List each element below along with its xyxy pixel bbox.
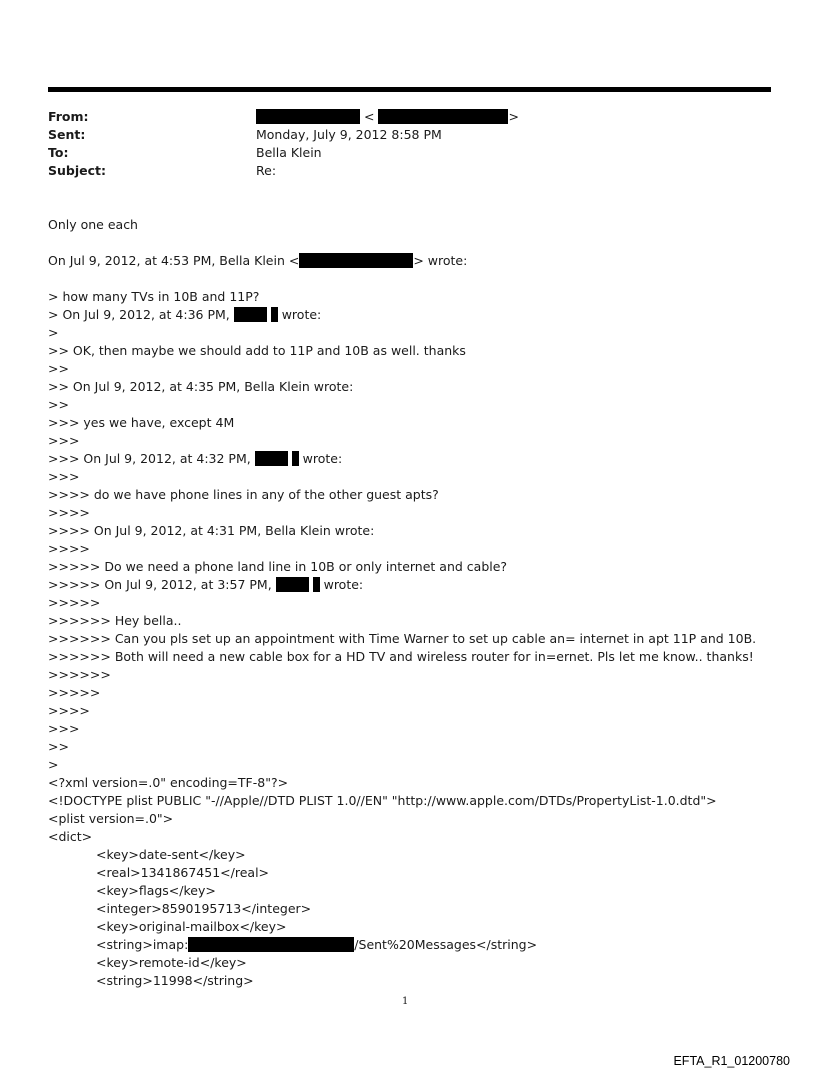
body-line: >> bbox=[48, 397, 69, 412]
body-line: >> OK, then maybe we should add to 11P and 10B as well. thanks bbox=[48, 343, 466, 358]
body-line: >>>>> Do we need a phone land line in 10B or only internet and cable? bbox=[48, 559, 508, 574]
body-line: <key>remote-id</key> bbox=[96, 955, 247, 970]
redaction-box bbox=[292, 451, 299, 466]
to-value: Bella Klein bbox=[256, 145, 322, 160]
body-line: >>>>>> Hey bella.. bbox=[48, 613, 182, 628]
body-line: > how many TVs in 10B and 11P? bbox=[48, 289, 260, 304]
body-line: >>>> On Jul 9, 2012, at 4:31 PM, Bella Klein wrote: bbox=[48, 523, 375, 538]
redaction-box bbox=[276, 577, 309, 592]
body-line: Only one each bbox=[48, 217, 138, 232]
body-line: >>> bbox=[48, 433, 80, 448]
redaction-box bbox=[271, 307, 278, 322]
redaction-box bbox=[234, 307, 267, 322]
redaction-box bbox=[299, 253, 413, 268]
body-line: <string>imap: /Sent%20Messages</string> bbox=[96, 937, 538, 952]
body-line: > bbox=[48, 325, 59, 340]
body-line: <plist version=.0"> bbox=[48, 811, 174, 826]
body-line: >>>> bbox=[48, 541, 90, 556]
document-id: EFTA_R1_01200780 bbox=[673, 1054, 790, 1068]
body-line: >> bbox=[48, 361, 69, 376]
body-line: >>>>> On Jul 9, 2012, at 3:57 PM, wrote: bbox=[48, 577, 364, 592]
body-line: >>>>> bbox=[48, 685, 101, 700]
body-line: >>>> bbox=[48, 703, 90, 718]
body-line: >>>>> bbox=[48, 595, 101, 610]
from-value: < > bbox=[256, 108, 519, 126]
body-line: >> On Jul 9, 2012, at 4:35 PM, Bella Klein wrote: bbox=[48, 379, 354, 394]
redaction-box bbox=[313, 577, 320, 592]
body-line: >>> bbox=[48, 469, 80, 484]
redaction-box bbox=[378, 109, 508, 124]
body-line: <dict> bbox=[48, 829, 93, 844]
body-line: >>> yes we have, except 4M bbox=[48, 415, 235, 430]
body-line: > bbox=[48, 757, 59, 772]
body-line: <key>date-sent</key> bbox=[96, 847, 246, 862]
body-line: <?xml version=.0" encoding=TF-8"?> bbox=[48, 775, 289, 790]
body-line: >>>>>> bbox=[48, 667, 111, 682]
subject-value: Re: bbox=[256, 163, 277, 178]
body-line: <key>original-mailbox</key> bbox=[96, 919, 287, 934]
sent-value: Monday, July 9, 2012 8:58 PM bbox=[256, 127, 442, 142]
body-line: <real>1341867451</real> bbox=[96, 865, 270, 880]
body-line: >>>> bbox=[48, 505, 90, 520]
body-line: <key>flags</key> bbox=[96, 883, 216, 898]
redaction-box bbox=[256, 109, 360, 124]
body-line: <integer>8590195713</integer> bbox=[96, 901, 312, 916]
to-label: To: bbox=[48, 145, 69, 160]
redaction-box bbox=[188, 937, 354, 952]
body-line: >>>>>> Both will need a new cable box for a HD TV and wireless router for in=ernet. Pls let me know.. thanks! bbox=[48, 649, 754, 664]
body-line: >>> bbox=[48, 721, 80, 736]
sent-label: Sent: bbox=[48, 127, 86, 142]
page-number: 1 bbox=[402, 996, 409, 1007]
body-line: >>>>>> Can you pls set up an appointment with Time Warner to set up cable an= internet in apt 11P and 10B. bbox=[48, 631, 757, 646]
body-line: >> bbox=[48, 739, 69, 754]
body-line: <!DOCTYPE plist PUBLIC "-//Apple//DTD PLIST 1.0//EN" "http://www.apple.com/DTDs/PropertyList-1.0.dtd"> bbox=[48, 793, 717, 808]
from-label: From: bbox=[48, 109, 89, 124]
body-line: On Jul 9, 2012, at 4:53 PM, Bella Klein < > wrote: bbox=[48, 253, 468, 268]
subject-label: Subject: bbox=[48, 163, 106, 178]
header-rule bbox=[48, 87, 771, 92]
redaction-box bbox=[255, 451, 288, 466]
body-line: >>>> do we have phone lines in any of the other guest apts? bbox=[48, 487, 439, 502]
body-line: <string>11998</string> bbox=[96, 973, 254, 988]
body-line: > On Jul 9, 2012, at 4:36 PM, wrote: bbox=[48, 307, 322, 322]
body-line: >>> On Jul 9, 2012, at 4:32 PM, wrote: bbox=[48, 451, 343, 466]
